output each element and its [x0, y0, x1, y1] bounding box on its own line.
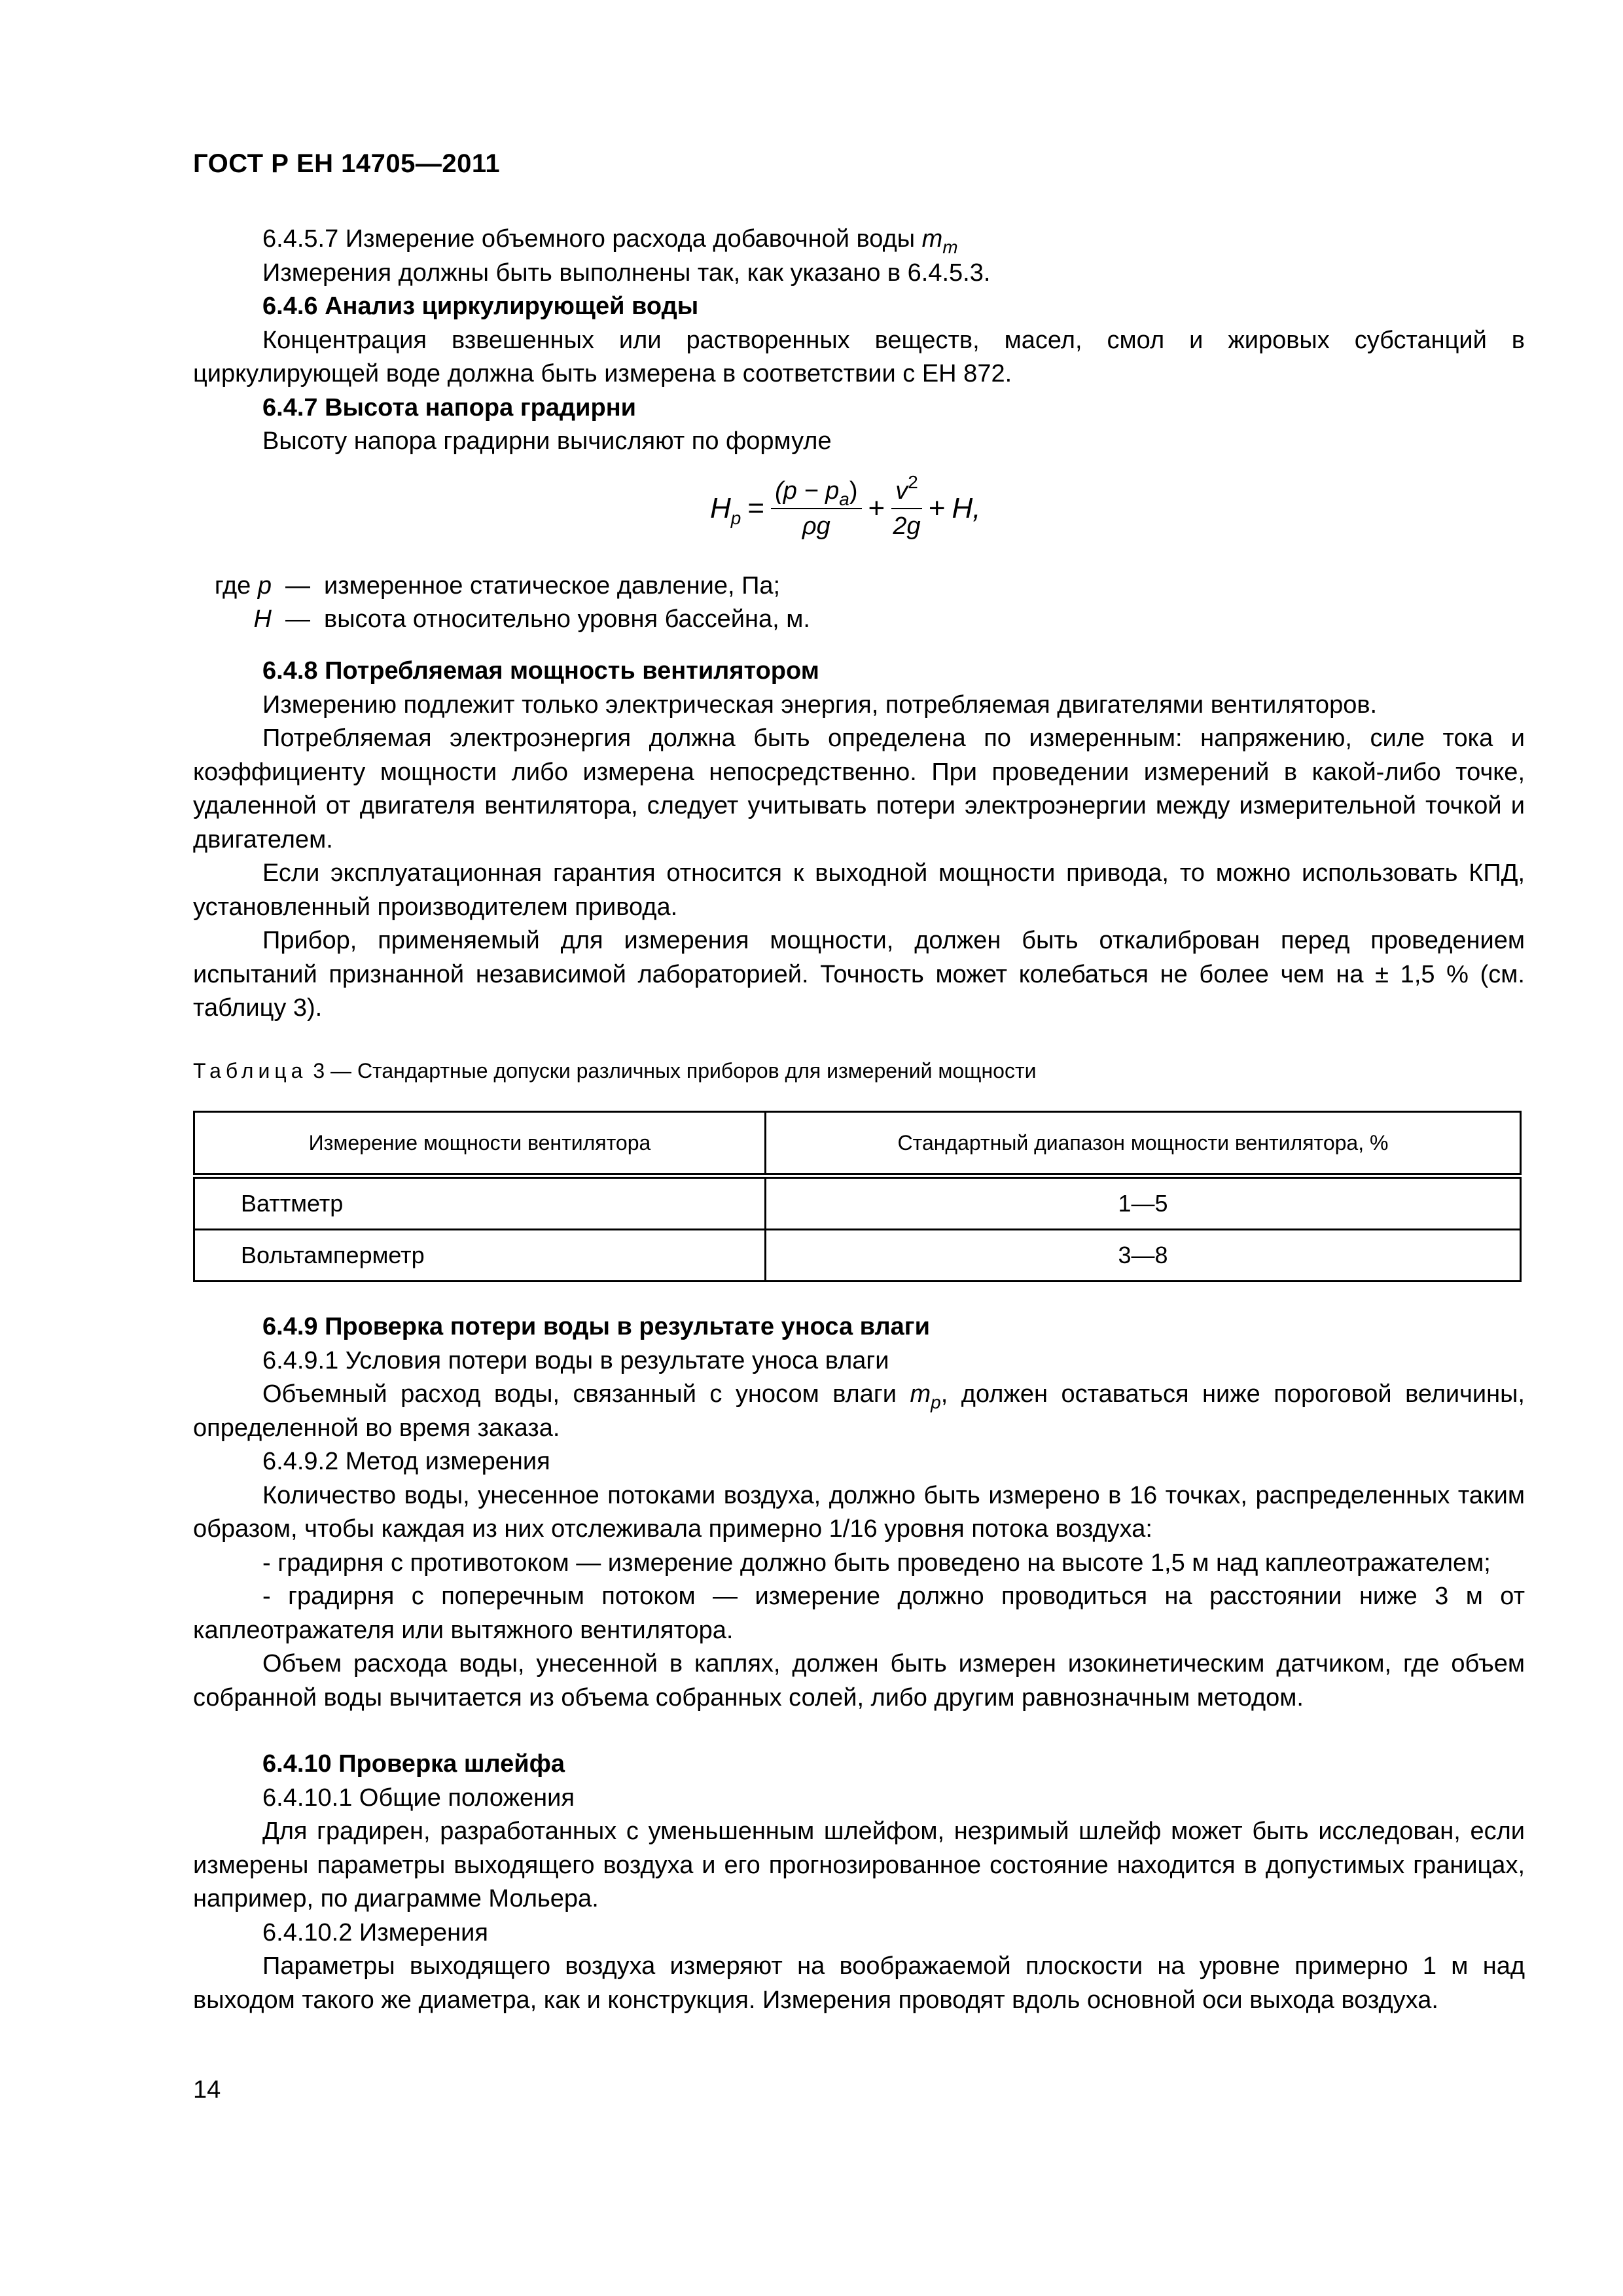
head-formula — [710, 473, 981, 545]
section-646-title: 6.4.6 Анализ циркулирующей воды — [262, 293, 699, 320]
formula-plus: + — [868, 492, 885, 524]
table-header-cell: Измерение мощности вентилятора — [194, 1112, 766, 1176]
formula-plus: + — [928, 492, 946, 524]
section-6457-title: 6.4.5.7 Измерение объемного расхода добавочной воды $m_m$ — [262, 225, 958, 257]
legend-row-h: H — высота относительно уровня бассейна, м. — [253, 605, 810, 633]
table-cell-range: 3—8 — [766, 1230, 1521, 1282]
section-649 — [193, 1310, 1525, 1715]
section-648 — [193, 655, 1525, 1026]
section-648-p3: Если эксплуатационная гарантия относится к выходной мощности привода, то можно использовать КПД, установленный производителем привода. — [193, 859, 1525, 921]
section-649-title: 6.4.9 Проверка потери воды в результате уноса влаги — [262, 1313, 930, 1340]
section-6492-p2: Объем расхода воды, унесенной в каплях, должен быть измерен изокинетическим датчиком, где объем собранной воды вычитается из объема собранных солей, либо другим равнозначным методом. — [193, 1650, 1525, 1712]
table-row — [194, 1230, 1521, 1282]
section-646-body: Концентрация взвешенных или растворенных веществ, масел, смол и жировых субстанций в циркулирующей воде должна быть измерена в соответствии с ЕН 872. — [193, 326, 1525, 387]
section-6457-body: Измерения должны быть выполнены так, как указано в 6.4.5.3. — [262, 259, 991, 287]
table-cell-instrument: Ваттметр — [194, 1176, 766, 1230]
section-64102-title: 6.4.10.2 Измерения — [262, 1918, 488, 1946]
section-6410 — [193, 1748, 1525, 2017]
legend-row-p: где p — измеренное статическое давление, Па; — [214, 572, 781, 600]
section-648-title: 6.4.8 Потребляемая мощность вентилятором — [262, 657, 819, 685]
section-6491-body: Объемный расход воды, связанный с уносом влаги $m_p$, должен оставаться ниже пороговой величины, определенной во время заказа. — [193, 1380, 1525, 1442]
section-647-body: Высоту напора градирни вычисляют по формуле — [262, 427, 832, 455]
page-number: 14 — [193, 2076, 221, 2104]
table-header-row — [194, 1112, 1521, 1176]
sections-block-1 — [193, 223, 1525, 459]
document-id-header: ГОСТ Р ЕН 14705—2011 — [193, 149, 501, 178]
section-64101-title: 6.4.10.1 Общие положения — [262, 1784, 575, 1812]
formula-equals: = — [747, 492, 765, 524]
section-6492-p1: Количество воды, унесенное потоками воздуха, должно быть измерено в 16 точках, распределенных таким образом, чтобы каждая из них отслеживала примерно 1/16 уровня потока воздуха: — [193, 1481, 1525, 1543]
table-cell-instrument: Вольтамперметр — [194, 1230, 766, 1282]
formula-fraction-velocity: $\frac{v^2}{2g}$ — [891, 476, 922, 541]
formula-legend — [193, 569, 810, 636]
section-64102-body: Параметры выходящего воздуха измеряют на воображаемой плоскости на уровне примерно 1 м над выходом такого же диаметра, как и конструкция. Измерения проводят вдоль основной оси выхода воздуха. — [193, 1952, 1525, 2014]
formula-lhs: $H_p$ — [710, 492, 741, 528]
section-6492-list-item: - градирня с поперечным потоком — измерение должно проводиться на расстоянии ниже 3 м от каплеотражателя или вытяжного вентилятора. — [193, 1583, 1525, 1644]
section-6491-title: 6.4.9.1 Условия потери воды в результате уноса влаги — [262, 1346, 889, 1374]
table-header-cell: Стандартный диапазон мощности вентилятора, % — [766, 1112, 1521, 1176]
section-64101-body: Для градирен, разработанных с уменьшенным шлейфом, незримый шлейф может быть исследован, если измерены параметры выходящего воздуха и его прогнозированное состояние находится в допустимых границах, например, по диаграмме Мольера. — [193, 1818, 1525, 1912]
section-6410-title: 6.4.10 Проверка шлейфа — [262, 1750, 565, 1778]
formula-tail: H, — [952, 492, 981, 524]
section-648-p1: Измерению подлежит только электрическая энергия, потребляемая двигателями вентиляторов. — [262, 691, 1378, 719]
section-6492-title: 6.4.9.2 Метод измерения — [262, 1448, 550, 1475]
table-cell-range: 1—5 — [766, 1176, 1521, 1230]
table-row — [194, 1176, 1521, 1230]
table-3 — [193, 1111, 1522, 1282]
section-648-p2: Потребляемая электроэнергия должна быть определена по измеренным: напряжению, силе тока и коэффициенту мощности либо измерена непосредственно. При проведении измерений в какой-либо точке, удаленной от двигателя вентилятора, следует учитывать потери электроэнергии между измерительной точкой и двигателем. — [193, 725, 1525, 853]
table-3-caption: Таблица 3 — Стандартные допуски различных приборов для измерений мощности — [193, 1059, 1037, 1083]
section-648-p4: Прибор, применяемый для измерения мощности, должен быть откалиброван перед проведением испытаний признанной независимой лабораторией. Точность может колебаться не более чем на ± 1,5 % (см. таблицу 3). — [193, 927, 1525, 1022]
section-647-title: 6.4.7 Высота напора градирни — [262, 393, 637, 422]
section-6492-list-item: - градирня с противотоком — измерение должно быть проведено на высоте 1,5 м над каплеотражателем; — [262, 1549, 1491, 1577]
formula-fraction-pressure: $\frac{(p - p_a)}{\rho g}$ — [771, 476, 861, 541]
